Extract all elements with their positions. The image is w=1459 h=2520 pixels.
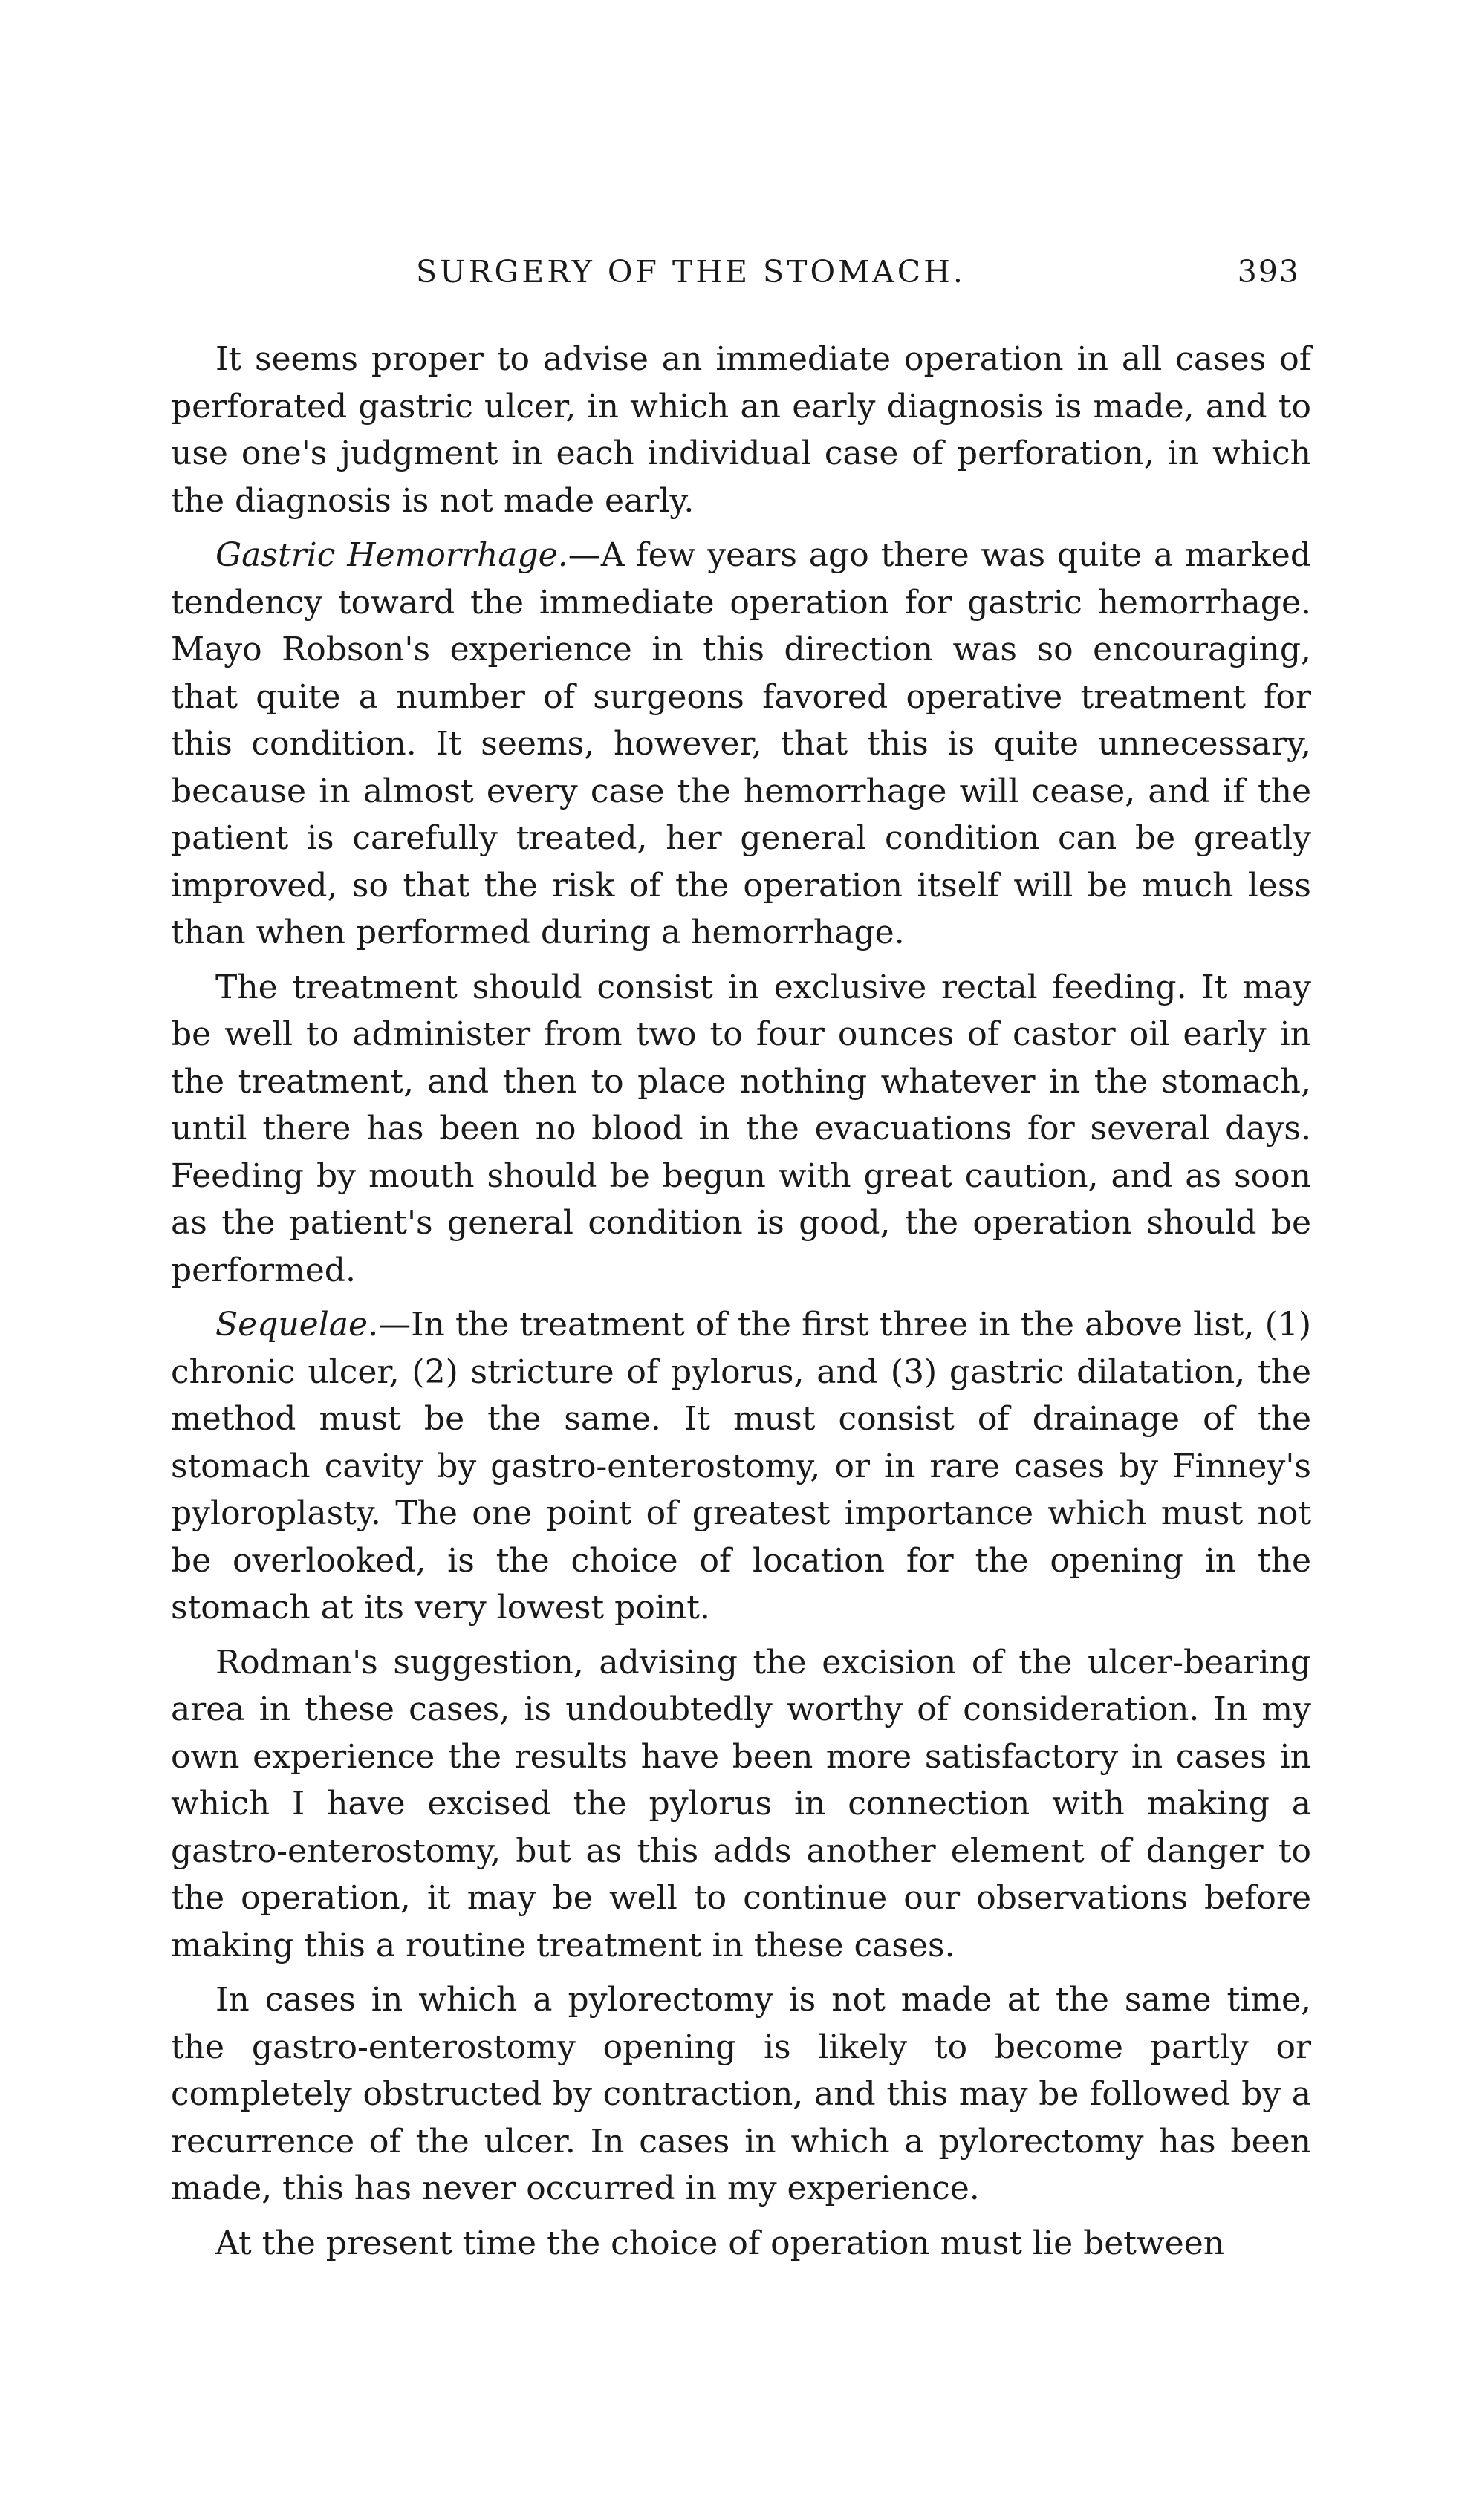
paragraph-text: Rodman's suggestion, advising the excision of the ulcer-bearing area in these cases, is undoubtedly worthy of consideration. In my own experience the results have been more satisfactory in cases in which I have excised the pylorus in connection with making a gastro-enterostomy, but as this adds another element of danger to the operation, it may be well to continue our observations before making this a routine treatment in these cases. (171, 1643, 1311, 1964)
paragraph-text: It seems proper to advise an immediate operation in all cases of perforated gastric ulcer, in which an early diagnosis is made, and to use one's judgment in each individual case of perforation, in which the diagnosis is not made early. (171, 340, 1311, 520)
running-title: SURGERY OF THE STOMACH. (416, 254, 966, 290)
paragraph-treatment (171, 964, 1311, 1295)
paragraph-choice-of-operation (171, 2220, 1311, 2267)
paragraph-text: At the present time the choice of operation must lie between (215, 2224, 1225, 2262)
paragraph-text: —In the treatment of the first three in the above list, (1) chronic ulcer, (2) stricture of pylorus, and (3) gastric dilatation, the method must be the same. It must consist of drainage of the stomach cavity by gastro-enterostomy, or in rare cases by Finney's pyloroplasty. The one point of greatest importance which must not be overlooked, is the choice of location for the opening in the stomach at its very lowest point. (171, 1306, 1311, 1627)
paragraph-perforated-ulcer (171, 336, 1311, 524)
section-heading-gastric-hemorrhage: Gastric Hemorrhage. (215, 536, 568, 574)
body-text (171, 336, 1311, 2274)
paragraph-sequelae (171, 1301, 1311, 1632)
paragraph-gastric-hemorrhage (171, 532, 1311, 957)
paragraph-pylorectomy (171, 1976, 1311, 2213)
paragraph-text: —A few years ago there was quite a marked tendency toward the immediate operation for gastric hemorrhage. Mayo Robson's experience in this direction was so encouraging, that quite a number of surgeons favored operative treatment for this condition. It seems, however, that this is quite unnecessary, because in almost every case the hemorrhage will cease, and if the patient is carefully treated, her general condition can be greatly improved, so that the risk of the operation itself will be much less than when performed during a hemorrhage. (171, 536, 1312, 951)
paragraph-text: The treatment should consist in exclusive rectal feeding. It may be well to administer from two to four ounces of castor oil early in the treatment, and then to place nothing whatever in the stomach, until there has been no blood in the evacuations for several days. Feeding by mouth should be begun with great caution, and as soon as the patient's general condition is good, the operation should be performed. (171, 968, 1311, 1289)
paragraph-text: In cases in which a pylorectomy is not made at the same time, the gastro-enterostomy opening is likely to become partly or completely obstructed by contraction, and this may be followed by a recurrence of the ulcer. In cases in which a pylorectomy has been made, this has never occurred in my experience. (171, 1981, 1311, 2207)
page-number: 393 (1237, 254, 1300, 290)
paragraph-rodman (171, 1639, 1311, 1970)
section-heading-sequelae: Sequelae. (215, 1306, 379, 1344)
running-head (171, 254, 1300, 306)
